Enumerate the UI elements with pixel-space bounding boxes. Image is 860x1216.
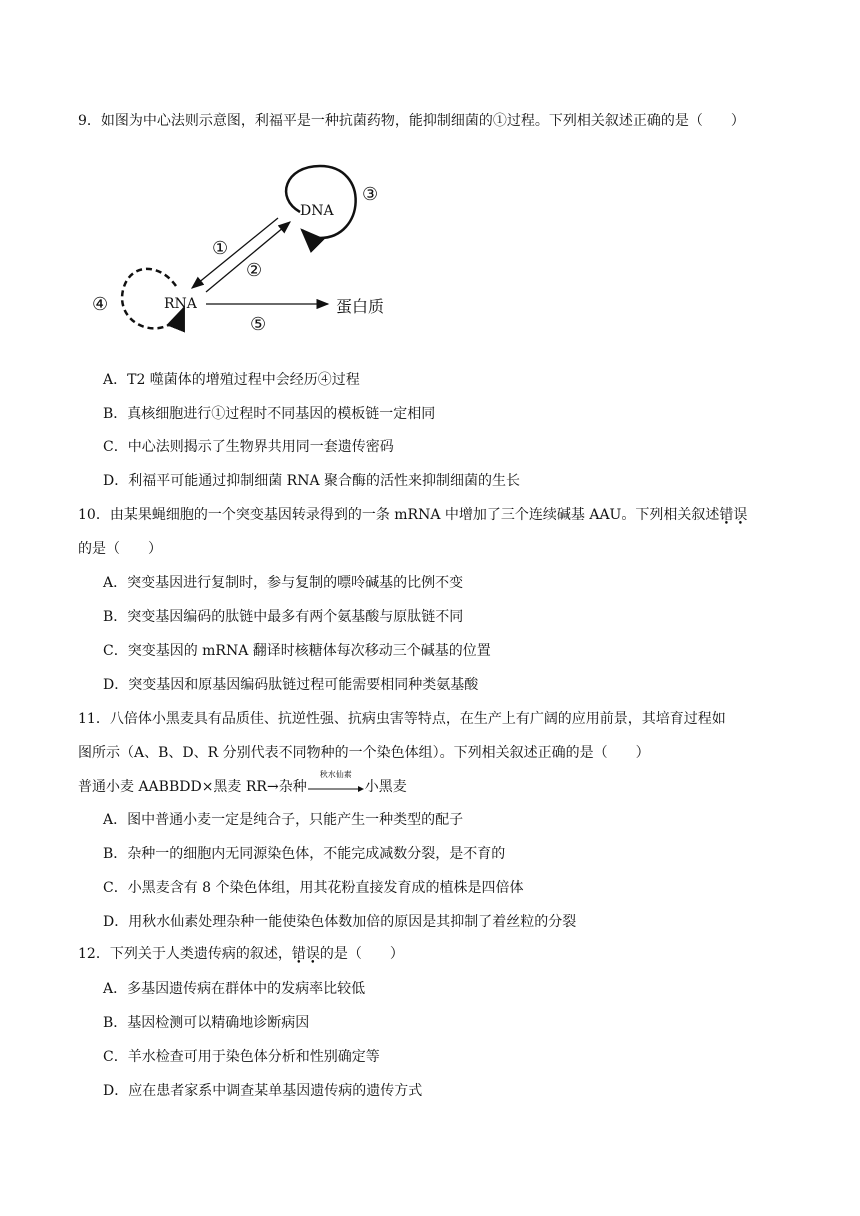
q9-option-a: A．T2 噬菌体的增殖过程中会经历④过程 <box>103 372 360 388</box>
q12-option-b: B．基因检测可以精确地诊断病因 <box>103 1015 310 1031</box>
q12-option-d: D．应在患者家系中调查某单基因遗传病的遗传方式 <box>103 1083 423 1099</box>
q12-stem: 12．下列关于人类遗传病的叙述，错误的是（ ） <box>78 946 404 962</box>
q11-option-c: C．小黑麦含有 8 个染色体组，用其花粉直接发育成的植株是四倍体 <box>103 880 524 896</box>
q10-option-b: B．突变基因编码的肽链中最多有两个氨基酸与原肽链不同 <box>103 609 464 625</box>
dna-replication-loop <box>286 166 356 238</box>
q10-option-a: A．突变基因进行复制时，参与复制的嘌呤碱基的比例不变 <box>103 575 464 591</box>
q11-stem-line1: 11．八倍体小黑麦具有品质佳、抗逆性强、抗病虫害等特点，在生产上有广阔的应用前景，其培育过程如 <box>78 711 726 727</box>
step-1-label: ① <box>212 238 229 259</box>
q11-cross-scheme: 普通小麦 AABBDD×黑麦 RR→杂种 秋水仙素 小黑麦 <box>78 770 407 795</box>
q11-stem-line2: 图所示（A、B、D、R 分别代表不同物种的一个染色体组）。下列相关叙述正确的是（ ） <box>78 745 650 761</box>
q10-option-c: C．突变基因的 mRNA 翻译时核糖体每次移动三个碱基的位置 <box>103 643 491 659</box>
q12-option-c: C．羊水检查可用于染色体分析和性别确定等 <box>103 1049 380 1065</box>
transcription-arrow <box>192 218 278 288</box>
q12-option-a: A．多基因遗传病在群体中的发病率比较低 <box>103 981 366 997</box>
rna-label: RNA <box>164 296 197 312</box>
step-3-label: ③ <box>362 184 379 205</box>
central-dogma-diagram <box>80 158 410 348</box>
colchicine-label: 秋水仙素 <box>319 770 352 779</box>
step-5-label: ⑤ <box>250 314 267 335</box>
dna-label: DNA <box>300 203 334 219</box>
protein-label: 蛋白质 <box>336 297 385 316</box>
q9-option-d: D．利福平可能通过抑制细菌 RNA 聚合酶的活性来抑制细菌的生长 <box>103 473 521 489</box>
q9-stem: 9．如图为中心法则示意图，利福平是一种抗菌药物，能抑制细菌的①过程。下列相关叙述正确的是（ ） <box>78 113 745 129</box>
q10-stem-line1: 10．由某果蝇细胞的一个突变基因转录得到的一条 mRNA 中增加了三个连续碱基 AAU。下列相关叙述错误 <box>78 507 748 523</box>
q11-option-b: B．杂种一的细胞内无同源染色体，不能完成减数分裂，是不育的 <box>103 846 506 862</box>
q10-stem-line2: 的是（ ） <box>78 541 162 557</box>
q11-option-d: D．用秋水仙素处理杂种一能使染色体数加倍的原因是其抑制了着丝粒的分裂 <box>103 914 577 930</box>
emphasis-mark: 错 <box>291 946 306 962</box>
q9-option-b: B．真核细胞进行①过程时不同基因的模板链一定相同 <box>103 406 436 422</box>
step-2-label: ② <box>246 260 263 281</box>
emphasis-mark: 错 <box>719 507 734 523</box>
q9-option-c: C．中心法则揭示了生物界共用同一套遗传密码 <box>103 439 394 455</box>
emphasis-mark: 误 <box>305 946 320 962</box>
emphasis-mark: 误 <box>733 507 748 523</box>
colchicine-arrow <box>307 770 365 794</box>
q11-option-a: A．图中普通小麦一定是纯合子，只能产生一种类型的配子 <box>103 812 464 828</box>
q10-option-d: D．突变基因和原基因编码肽链过程可能需要相同种类氨基酸 <box>103 677 479 693</box>
step-4-label: ④ <box>92 294 109 315</box>
